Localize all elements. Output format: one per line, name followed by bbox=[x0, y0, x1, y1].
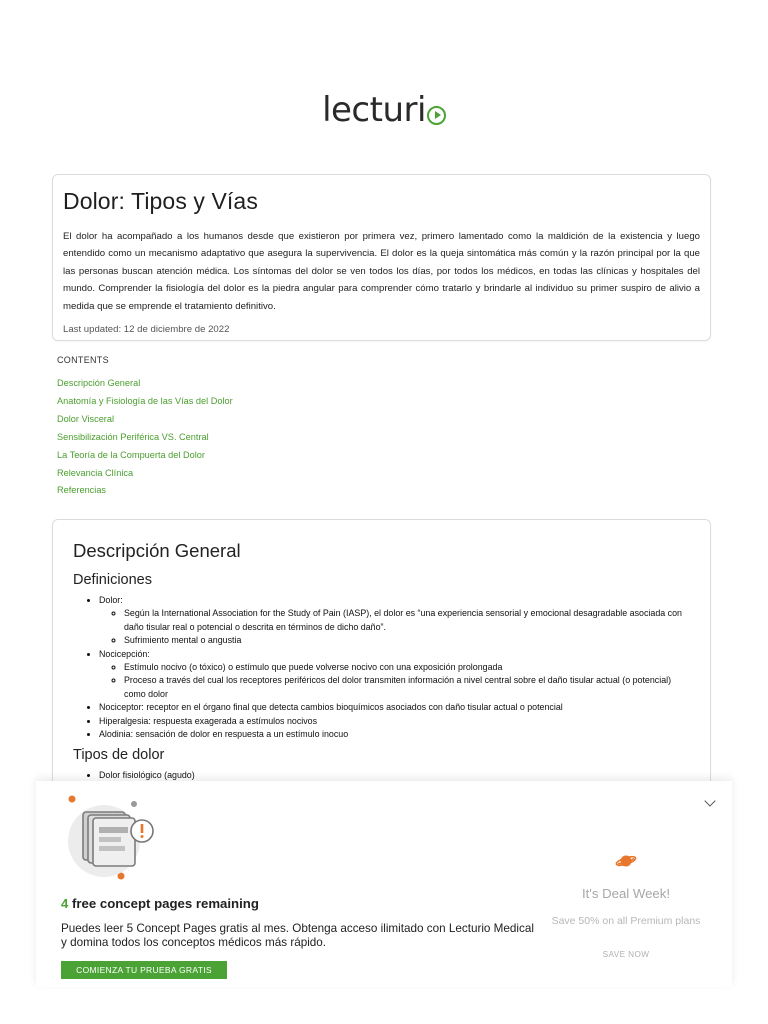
list-item: ◦ Proceso a través del cual los receptores periféricos del dolor transmiten información a nivel central sobre el daño tisular actual (o potencial) como dolor bbox=[124, 674, 690, 701]
list-item: ◦ Sufrimiento mental o angustia bbox=[124, 634, 690, 647]
intro-card bbox=[52, 174, 711, 341]
intro-paragraph: El dolor ha acompañado a los humanos desde que existieron por primera vez, primero lamentado como la maldición de la existencia y luego entendido como un mecanismo adaptativo que asegura la supervivencia. El dolor es la queja sintomática más común y la razón principal por la que las personas buscan atención médica. Los síntomas del dolor se ven todos los días, por todos los médicos, en todas las clínicas y hospitales del mundo. Comprender la fisiología del dolor es la piedra angular para comprender cómo tratarlo y brindarle al individuo su primer suspiro de alivio a medida que se emprende el tratamiento definitivo. bbox=[63, 231, 700, 312]
contents-link-relevancia[interactable]: Relevancia Clínica bbox=[57, 467, 134, 478]
list-item: • Nociceptor: receptor en el órgano final que detecta cambios bioquímicos asociados con daño tisular actual o potencial bbox=[99, 701, 690, 714]
contents-link-descripcion[interactable]: Descripción General bbox=[57, 378, 141, 388]
contents-link-compuerta[interactable]: La Teoría de la Compuerta del Dolor bbox=[57, 449, 205, 460]
logo-text: lecturi bbox=[322, 90, 426, 130]
play-icon bbox=[427, 106, 446, 125]
list-item: • Dolor: ◦ Según la International Association for the Study of Pain (IASP), el dolor es “una experiencia sensorial y emocional desagradable asociada con daño tisular real o potencial o descrita en términos de dicho daño”. ◦ Sufrimiento mental o angustia bbox=[99, 594, 690, 648]
list-item: ◦ Según la International Association for the Study of Pain (IASP), el dolor es “una experiencia sensorial y emocional desagradable asociada con daño tisular real o potencial o descrita en términos de dicho daño”. bbox=[124, 607, 690, 634]
contents-link-sensibilizacion[interactable]: Sensibilización Periférica VS. Central bbox=[57, 431, 209, 442]
deal-week-banner bbox=[542, 851, 710, 959]
list-item: • Nocicepción: ◦ Estímulo nocivo (o tóxico) o estímulo que puede volverse nocivo con una exposición prolongada ◦ Proceso a través del cual los receptores periféricos del dolor transmiten información a nivel central sobre el daño tisular actual (o potencial) como dolor bbox=[99, 648, 690, 702]
tipos-heading: Tipos de dolor bbox=[73, 747, 165, 764]
page-title: Dolor: Tipos y Vías bbox=[63, 188, 258, 214]
deal-title: It's Deal Week! bbox=[581, 886, 671, 901]
last-updated: Last updated: 12 de diciembre de 2022 bbox=[63, 324, 230, 336]
save-now-link[interactable]: SAVE NOW bbox=[602, 950, 650, 959]
section-card bbox=[52, 519, 711, 781]
list-item: • Alodinia: sensación de dolor en respuesta a un estímulo inocuo bbox=[99, 728, 690, 741]
list-item: ◦ Estímulo nocivo (o tóxico) o estímulo que puede volverse nocivo con una exposición prolongada bbox=[124, 661, 690, 674]
planet-icon bbox=[615, 851, 637, 871]
lecturio-logo[interactable] bbox=[0, 92, 768, 132]
list-item: • Hiperalgesia: respuesta exagerada a estímulos nocivos bbox=[99, 715, 690, 728]
promo-description: Puedes leer 5 Concept Pages gratis al mes. Obtenga acceso ilimitado con Lecturio Medical y domina todos los conceptos médicos más rápido. bbox=[61, 922, 534, 950]
definitions-list bbox=[73, 594, 690, 741]
contents-link-referencias[interactable]: Referencias bbox=[57, 485, 107, 496]
section-title: Descripción General bbox=[73, 540, 241, 561]
tipos-list bbox=[73, 769, 690, 781]
list-item: • Dolor fisiológico (agudo) bbox=[99, 769, 690, 781]
contents-link-anatomia[interactable]: Anatomía y Fisiología de las Vías del Dolor bbox=[57, 395, 233, 406]
contents-link-visceral[interactable]: Dolor Visceral bbox=[57, 413, 115, 424]
definitions-heading: Definiciones bbox=[73, 572, 152, 588]
start-free-trial-button[interactable]: COMIENZA TU PRUEBA GRATIS bbox=[61, 961, 227, 979]
concept-pages-illustration-icon bbox=[64, 791, 174, 891]
free-pages-remaining: 4 free concept pages remaining bbox=[61, 896, 259, 911]
contents-heading: CONTENTS bbox=[57, 355, 109, 365]
chevron-down-icon[interactable] bbox=[704, 795, 715, 806]
promo-overlay bbox=[36, 781, 732, 987]
deal-subtitle: Save 50% on all Premium plans bbox=[551, 915, 701, 927]
table-of-contents bbox=[57, 355, 457, 500]
